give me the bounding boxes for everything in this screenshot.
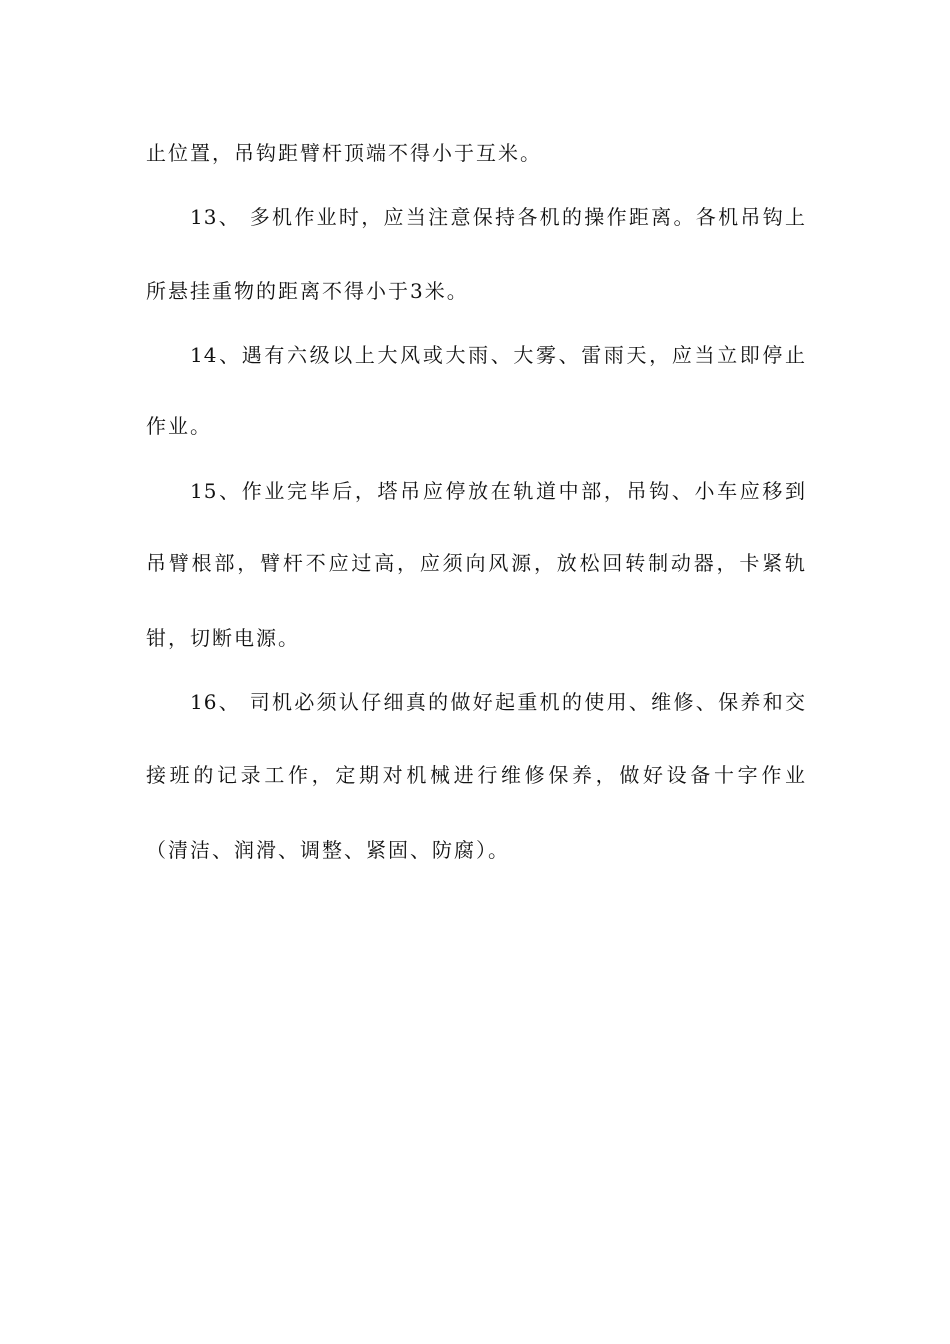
paragraph-15-line-2: 吊臂根部，臂杆不应过高，应须向风源，放松回转制动器，卡紧轨 (146, 551, 806, 575)
paragraph-16-line-2: 接班的记录工作，定期对机械进行维修保养，做好设备十字作业 (146, 763, 806, 787)
paragraph-13-line-2: 所悬挂重物的距离不得小于3米。 (146, 279, 469, 303)
paragraph-14-line-1: 14、遇有六级以上大风或大雨、大雾、雷雨天，应当立即停止 (190, 343, 806, 367)
paragraph-13-line-1: 13、 多机作业时，应当注意保持各机的操作距离。各机吊钩上 (190, 205, 806, 229)
paragraph-14-line-2: 作业。 (146, 414, 212, 438)
paragraph-16-line-3: （清洁、润滑、调整、紧固、防腐）。 (146, 838, 510, 862)
paragraph-15-line-3: 钳，切断电源。 (146, 626, 300, 650)
paragraph-15-line-1: 15、作业完毕后，塔吊应停放在轨道中部，吊钩、小车应移到 (190, 479, 806, 503)
paragraph-12-line-2: 止位置，吊钩距臂杆顶端不得小于互米。 (146, 141, 542, 165)
paragraph-16-line-1: 16、 司机必须认仔细真的做好起重机的使用、维修、保养和交 (190, 690, 806, 714)
